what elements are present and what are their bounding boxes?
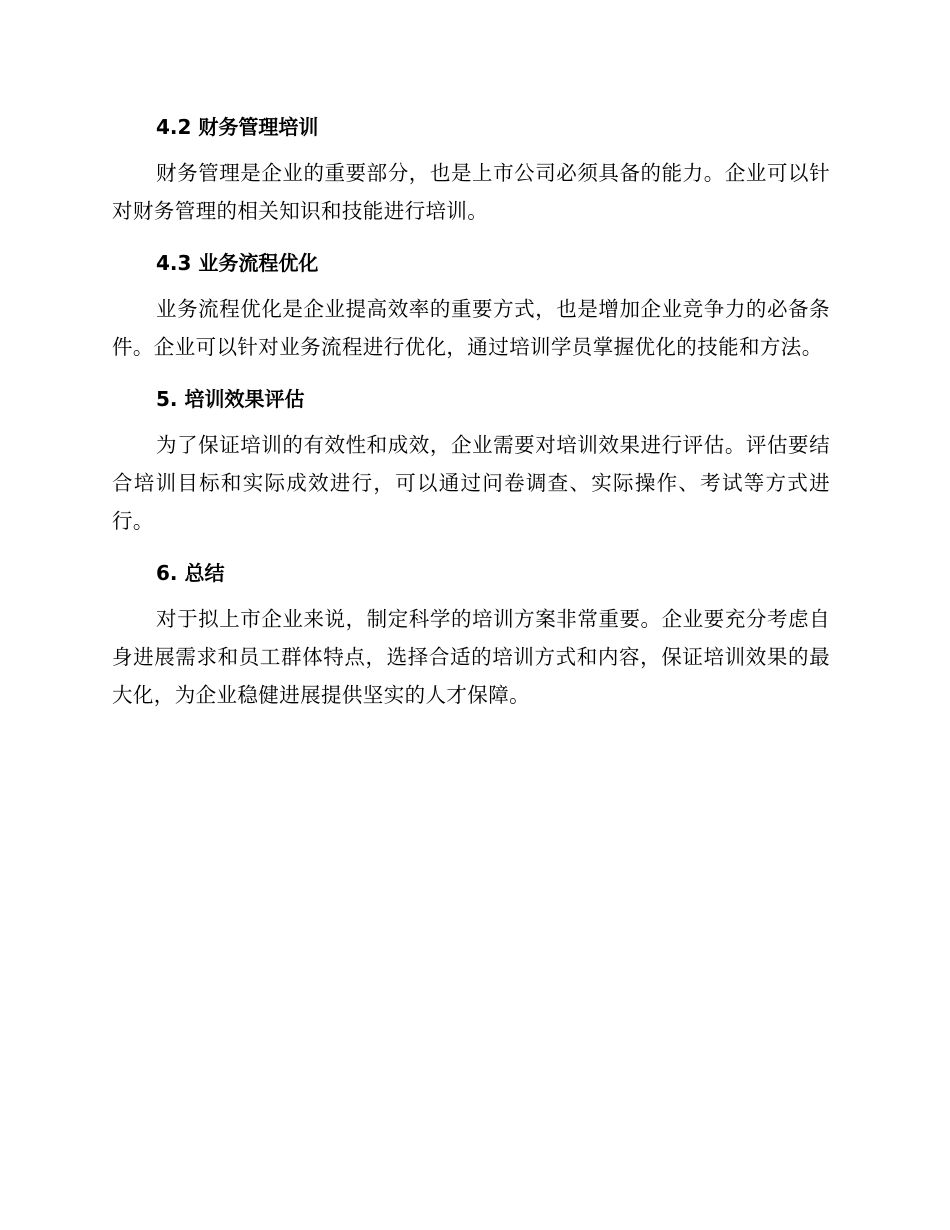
section-process-optimization (112, 246, 830, 366)
section-financial-training (112, 110, 830, 230)
section-heading: 6. 总结 (156, 561, 225, 585)
section-heading: 4.3 业务流程优化 (156, 251, 319, 275)
section-paragraph: 为了保证培训的有效性和成效，企业需要对培训效果进行评估。评估要结合培训目标和实际成效进行，可以通过问卷调查、实际操作、考试等方式进行。 (112, 433, 830, 533)
section-training-evaluation (112, 382, 830, 540)
section-summary (112, 556, 830, 714)
section-paragraph: 对于拟上市企业来说，制定科学的培训方案非常重要。企业要充分考虑自身进展需求和员工群体特点，选择合适的培训方式和内容，保证培训效果的最大化，为企业稳健进展提供坚实的人才保障。 (112, 607, 830, 707)
section-paragraph: 业务流程优化是企业提高效率的重要方式，也是增加企业竞争力的必备条件。企业可以针对业务流程进行优化，通过培训学员掌握优化的技能和方法。 (112, 297, 830, 359)
section-paragraph: 财务管理是企业的重要部分，也是上市公司必须具备的能力。企业可以针对财务管理的相关知识和技能进行培训。 (112, 161, 830, 223)
section-heading: 4.2 财务管理培训 (156, 115, 319, 139)
section-heading: 5. 培训效果评估 (156, 387, 305, 411)
